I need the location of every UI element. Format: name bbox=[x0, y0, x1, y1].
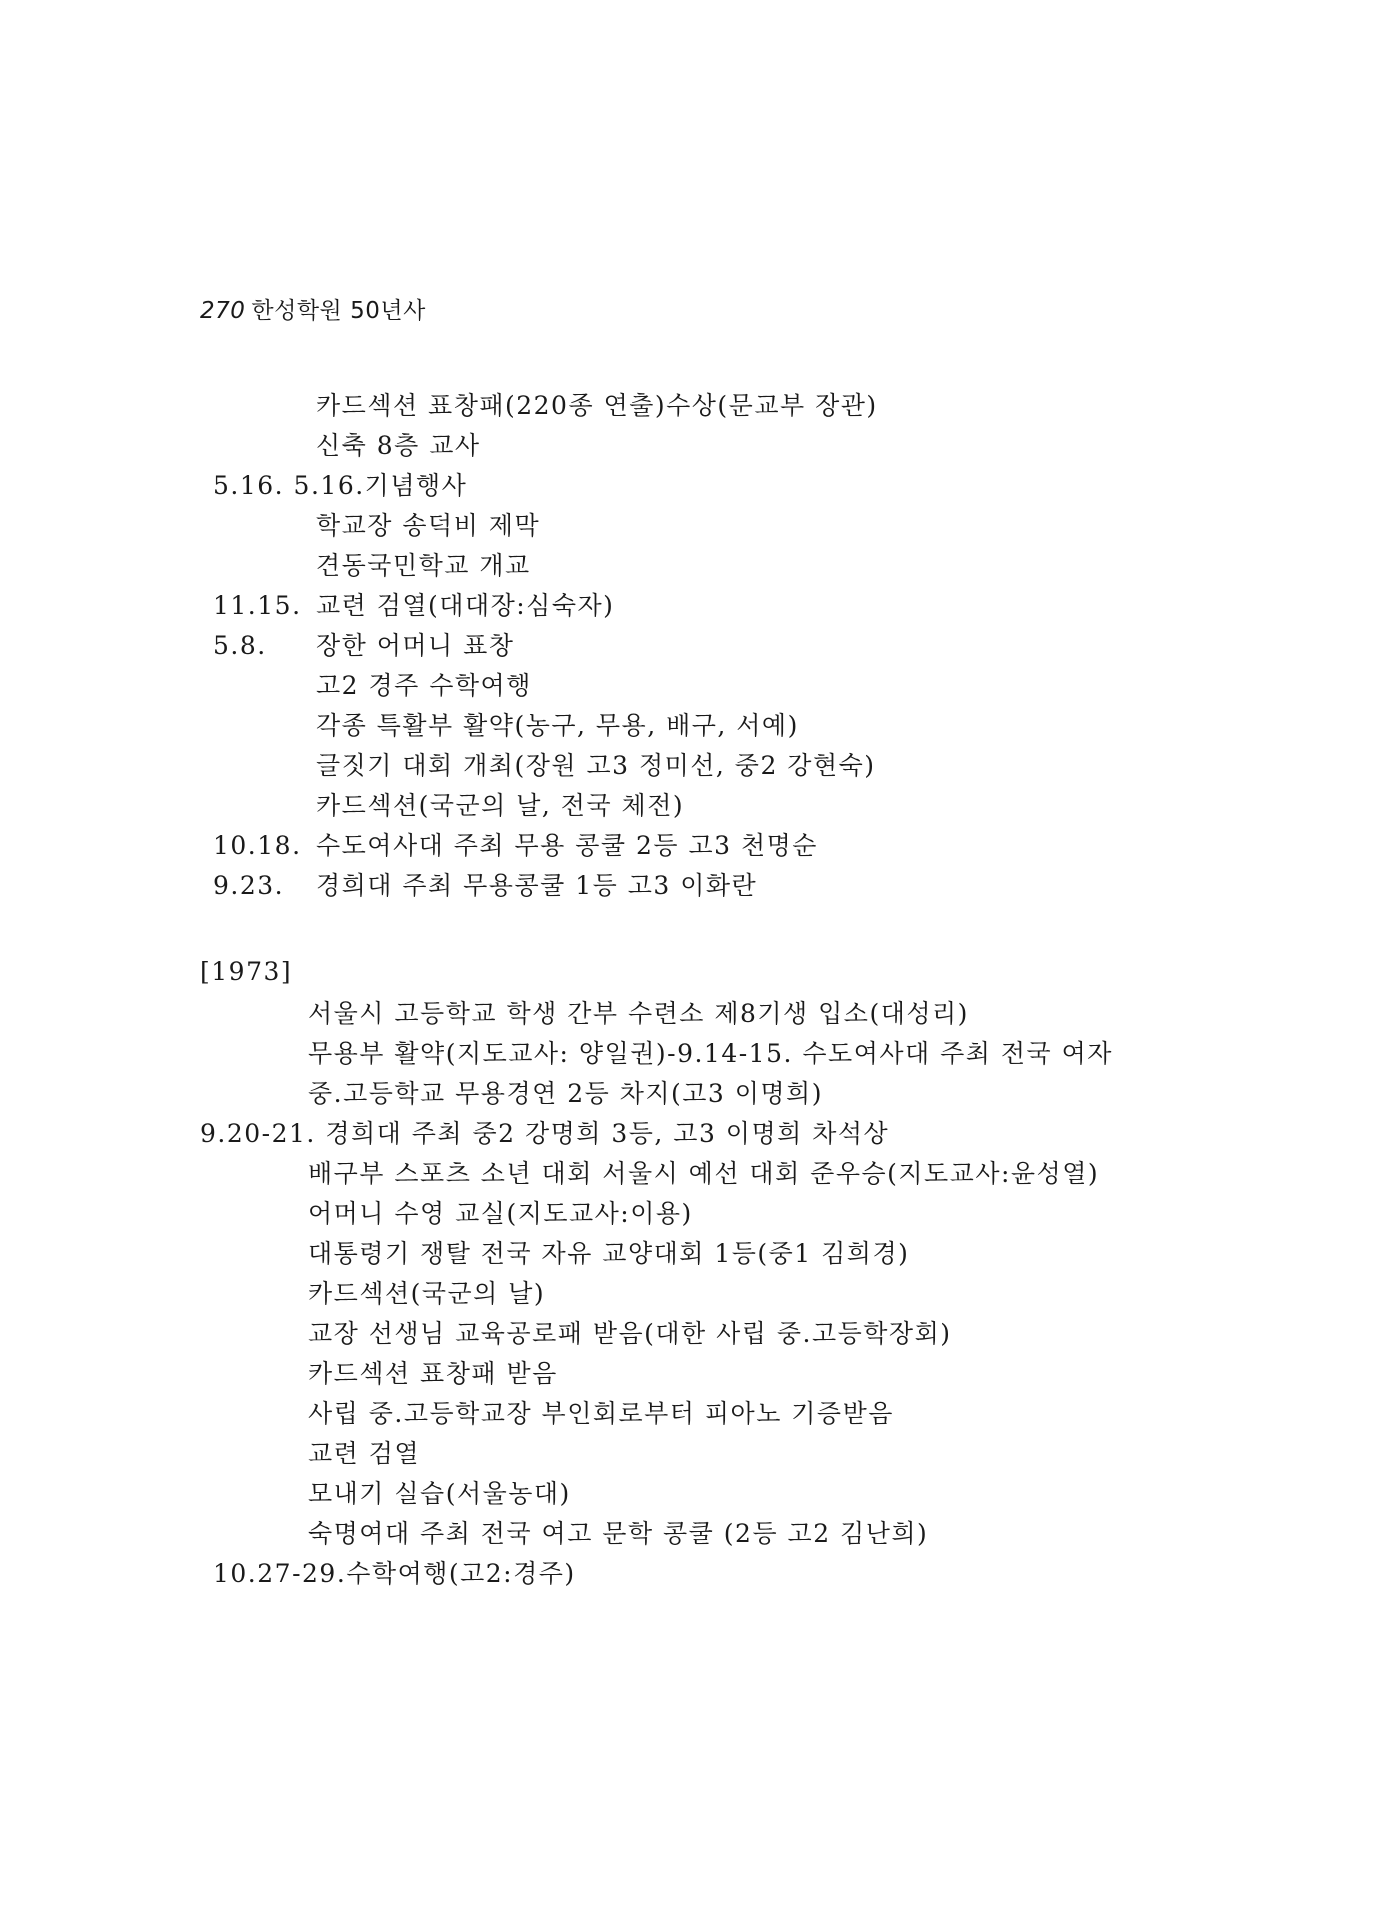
list-item: 10.18. 수도여사대 주최 무용 콩쿨 2등 고3 천명순 bbox=[0, 826, 1381, 866]
list-item: 대통령기 쟁탈 전국 자유 교양대회 1등(중1 김희경) bbox=[308, 1239, 910, 1268]
list-item: 중.고등학교 무용경연 2등 차지(고3 이명희) bbox=[308, 1079, 823, 1108]
list-item: 숙명여대 주최 전국 여고 문학 콩쿨 (2등 고2 김난희) bbox=[308, 1519, 929, 1548]
list-item: 신축 8층 교사 bbox=[316, 431, 481, 460]
list-item: 각종 특활부 활약(농구, 무용, 배구, 서예) bbox=[316, 711, 799, 740]
year-heading: [1973] bbox=[200, 957, 293, 986]
list-item: 카드섹션(국군의 날, 전국 체전) bbox=[316, 791, 685, 820]
list-item: 교장 선생님 교육공로패 받음(대한 사립 중.고등학장회) bbox=[308, 1319, 952, 1348]
list-item: 카드섹션 표창패(220종 연출)수상(문교부 장관) bbox=[316, 391, 878, 420]
list-item: 배구부 스포츠 소년 대회 서울시 예선 대회 준우승(지도교사:윤성열) bbox=[308, 1159, 1100, 1188]
list-item: 견동국민학교 개교 bbox=[316, 551, 531, 580]
list-item: 10.27-29.수학여행(고2:경주) bbox=[213, 1559, 576, 1588]
entry-date: 9.23. bbox=[213, 871, 285, 900]
list-item: 9.23. 경희대 주최 무용콩쿨 1등 고3 이화란 bbox=[0, 866, 1381, 906]
list-item: 모내기 실습(서울농대) bbox=[308, 1479, 571, 1508]
list-item: 9.20-21. 경희대 주최 중2 강명희 3등, 고3 이명희 차석상 bbox=[200, 1119, 890, 1148]
list-item: 카드섹션 표창패 받음 bbox=[308, 1359, 558, 1388]
page-number: 270 bbox=[200, 298, 246, 324]
list-item: 사립 중.고등학교장 부인회로부터 피아노 기증받음 bbox=[308, 1399, 894, 1428]
list-item: 카드섹션(국군의 날) bbox=[308, 1279, 546, 1308]
entry-date: 5.8. bbox=[213, 631, 267, 660]
entry-date: 10.18. bbox=[213, 831, 302, 860]
page-header bbox=[200, 292, 426, 325]
list-item: 교련 검열 bbox=[308, 1439, 421, 1468]
list-item: 글짓기 대회 개최(장원 고3 정미선, 중2 강현숙) bbox=[316, 751, 876, 780]
list-item: 학교장 송덕비 제막 bbox=[316, 511, 541, 540]
list-item: 5.16. 5.16.기념행사 bbox=[213, 471, 468, 500]
list-item: 어머니 수영 교실(지도교사:이용) bbox=[308, 1199, 693, 1228]
list-item: 서울시 고등학교 학생 간부 수련소 제8기생 입소(대성리) bbox=[308, 999, 969, 1028]
list-item: 고2 경주 수학여행 bbox=[316, 671, 532, 700]
list-item: 무용부 활약(지도교사: 양일권)-9.14-15. 수도여사대 주최 전국 여자 bbox=[308, 1039, 1113, 1068]
book-title: 한성학원 50년사 bbox=[251, 298, 426, 324]
entry-date: 11.15. bbox=[213, 591, 302, 620]
list-item: 5.8. 장한 어머니 표창 bbox=[0, 626, 1381, 666]
list-item: 11.15. 교련 검열(대대장:심숙자) bbox=[0, 586, 1381, 626]
